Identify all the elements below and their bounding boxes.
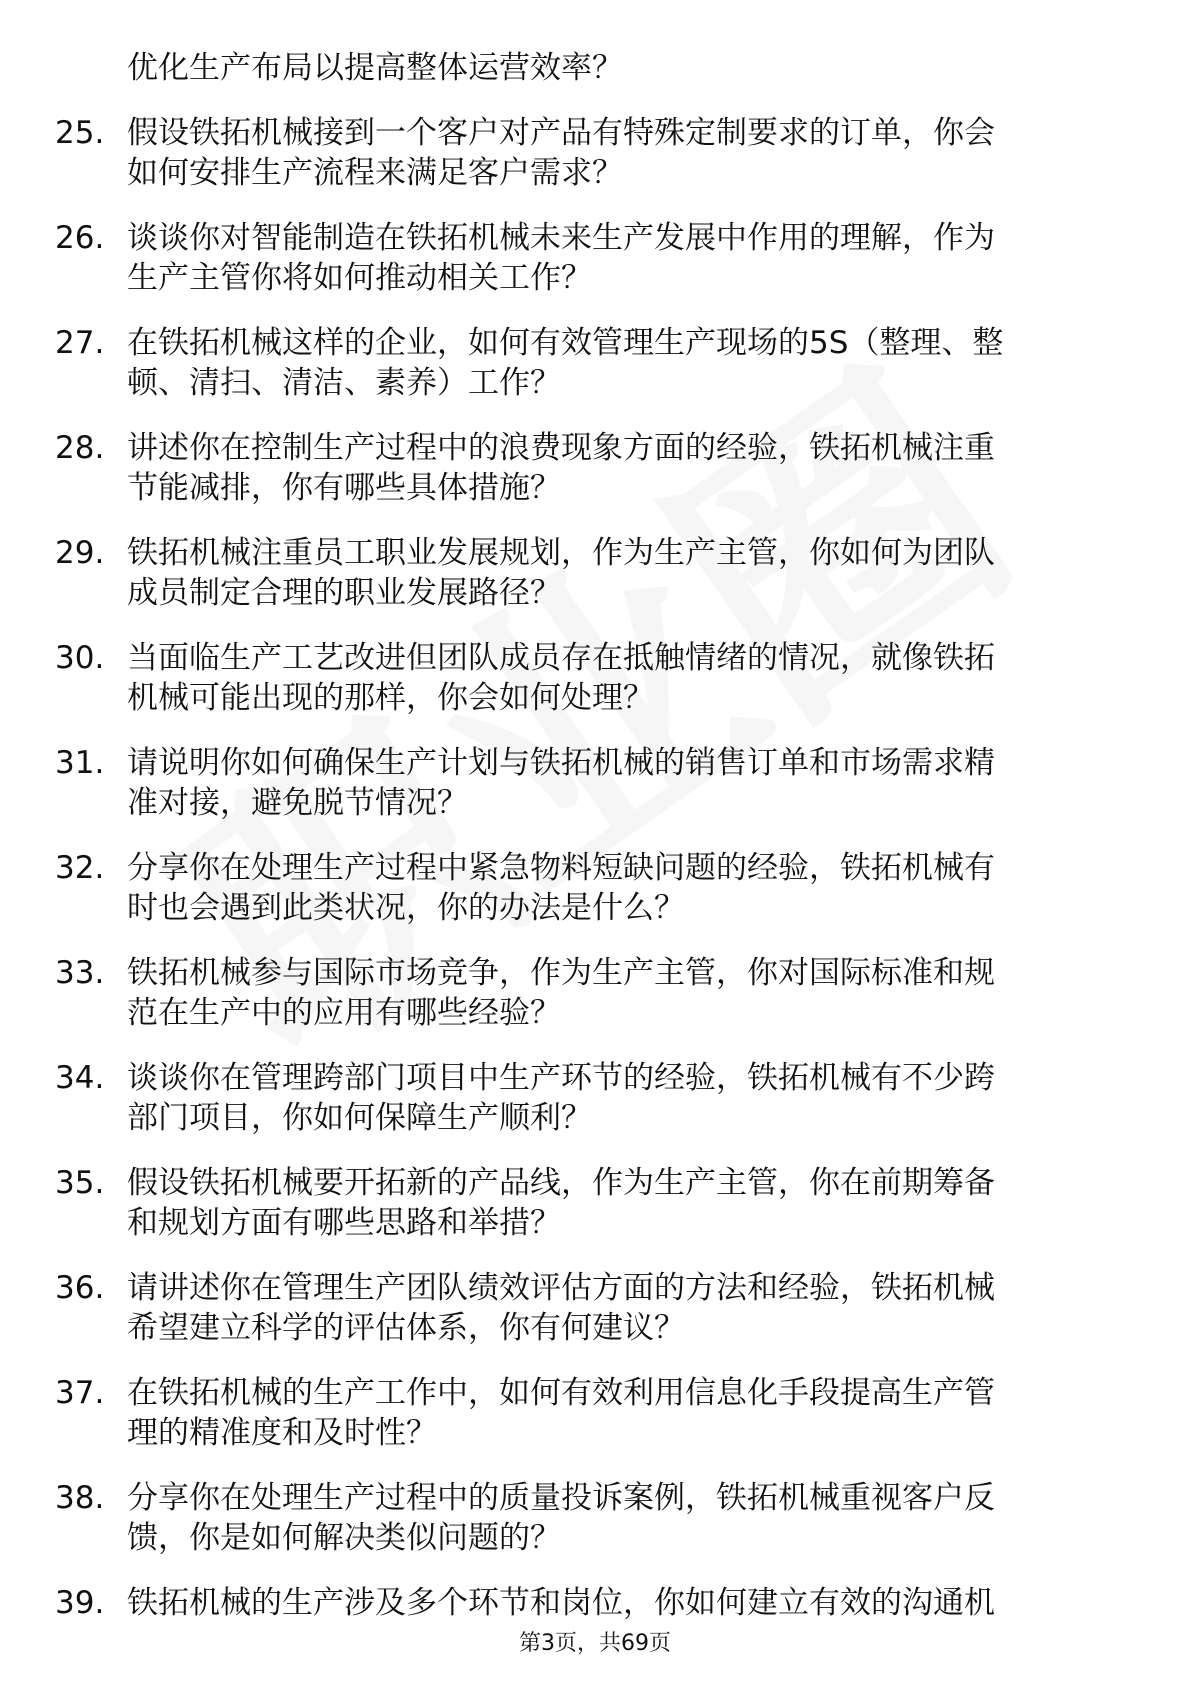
continuation-text: 优化生产布局以提高整体运营效率？	[127, 50, 623, 86]
question-item	[55, 848, 1135, 928]
question-text-line: 如何安排生产流程来满足客户需求？	[127, 155, 623, 191]
question-number: 25.	[55, 115, 105, 151]
question-item	[55, 533, 1135, 613]
question-item	[55, 743, 1135, 823]
question-item	[55, 953, 1135, 1033]
question-text-line: 机械可能出现的那样，你会如何处理？	[127, 680, 654, 716]
question-text-line: 当面临生产工艺改进但团队成员存在抵触情绪的情况，就像铁拓	[127, 640, 995, 676]
question-text	[127, 323, 1135, 403]
question-text	[127, 743, 1135, 823]
question-text	[127, 1058, 1135, 1138]
question-number: 37.	[55, 1375, 105, 1411]
question-text-line: 分享你在处理生产过程中的质量投诉案例，铁拓机械重视客户反	[127, 1480, 995, 1516]
question-item	[55, 1268, 1135, 1348]
question-text-line: 和规划方面有哪些思路和举措？	[127, 1205, 561, 1241]
question-item	[55, 1058, 1135, 1138]
question-text-line: 准对接，避免脱节情况？	[127, 785, 468, 821]
question-item	[55, 1163, 1135, 1243]
question-text	[127, 1373, 1135, 1453]
question-text-line: 节能减排，你有哪些具体措施？	[127, 470, 561, 506]
question-text	[127, 1583, 1135, 1623]
question-text	[127, 113, 1135, 193]
question-number: 39.	[55, 1585, 105, 1621]
question-number: 27.	[55, 325, 105, 361]
question-text	[127, 533, 1135, 613]
question-text-line: 假设铁拓机械接到一个客户对产品有特殊定制要求的订单，你会	[127, 115, 995, 151]
question-number: 38.	[55, 1480, 105, 1516]
question-text	[127, 428, 1135, 508]
question-text-line: 假设铁拓机械要开拓新的产品线，作为生产主管，你在前期筹备	[127, 1165, 995, 1201]
question-text	[127, 1268, 1135, 1348]
question-number: 30.	[55, 640, 105, 676]
question-number: 29.	[55, 535, 105, 571]
question-text-line: 在铁拓机械这样的企业，如何有效管理生产现场的5S（整理、整	[127, 325, 1004, 361]
question-text	[127, 848, 1135, 928]
question-item	[55, 428, 1135, 508]
question-item	[55, 1583, 1135, 1623]
question-text-line: 铁拓机械的生产涉及多个环节和岗位，你如何建立有效的沟通机	[127, 1585, 995, 1621]
question-text-line: 成员制定合理的职业发展路径？	[127, 575, 561, 611]
question-item	[55, 323, 1135, 403]
question-number: 28.	[55, 430, 105, 466]
question-text-line: 铁拓机械注重员工职业发展规划，作为生产主管，你如何为团队	[127, 535, 995, 571]
question-text-line: 顿、清扫、清洁、素养）工作？	[127, 365, 561, 401]
question-item	[55, 113, 1135, 193]
question-number: 31.	[55, 745, 105, 781]
question-text-line: 请说明你如何确保生产计划与铁拓机械的销售订单和市场需求精	[127, 745, 995, 781]
question-text-line: 生产主管你将如何推动相关工作？	[127, 260, 592, 296]
question-text	[127, 1478, 1135, 1558]
question-number: 33.	[55, 955, 105, 991]
question-item	[55, 218, 1135, 298]
question-text-line: 时也会遇到此类状况，你的办法是什么？	[127, 890, 685, 926]
question-text-line: 馈，你是如何解决类似问题的？	[127, 1520, 561, 1556]
page-footer: 第3页，共69页	[519, 1631, 671, 1656]
question-text-line: 谈谈你在管理跨部门项目中生产环节的经验，铁拓机械有不少跨	[127, 1060, 995, 1096]
question-text-line: 理的精准度和及时性？	[127, 1415, 437, 1451]
question-text-line: 铁拓机械参与国际市场竞争，作为生产主管，你对国际标准和规	[127, 955, 995, 991]
question-item	[55, 1478, 1135, 1558]
question-number: 26.	[55, 220, 105, 256]
question-text-line: 请讲述你在管理生产团队绩效评估方面的方法和经验，铁拓机械	[127, 1270, 995, 1306]
question-text	[127, 953, 1135, 1033]
questions-container	[55, 113, 1135, 1623]
question-item	[55, 638, 1135, 718]
question-number: 32.	[55, 850, 105, 886]
question-text-line: 部门项目，你如何保障生产顺利？	[127, 1100, 592, 1136]
question-text	[127, 218, 1135, 298]
question-text-line: 分享你在处理生产过程中紧急物料短缺问题的经验，铁拓机械有	[127, 850, 995, 886]
question-text	[127, 1163, 1135, 1243]
question-text-line: 在铁拓机械的生产工作中，如何有效利用信息化手段提高生产管	[127, 1375, 995, 1411]
question-number: 34.	[55, 1060, 105, 1096]
question-number: 36.	[55, 1270, 105, 1306]
question-text-line: 希望建立科学的评估体系，你有何建议？	[127, 1310, 685, 1346]
question-text-line: 讲述你在控制生产过程中的浪费现象方面的经验，铁拓机械注重	[127, 430, 995, 466]
question-item	[55, 1373, 1135, 1453]
question-text	[127, 638, 1135, 718]
question-list	[55, 48, 1135, 1648]
question-text-line: 范在生产中的应用有哪些经验？	[127, 995, 561, 1031]
question-text-line: 谈谈你对智能制造在铁拓机械未来生产发展中作用的理解，作为	[127, 220, 995, 256]
question-number: 35.	[55, 1165, 105, 1201]
